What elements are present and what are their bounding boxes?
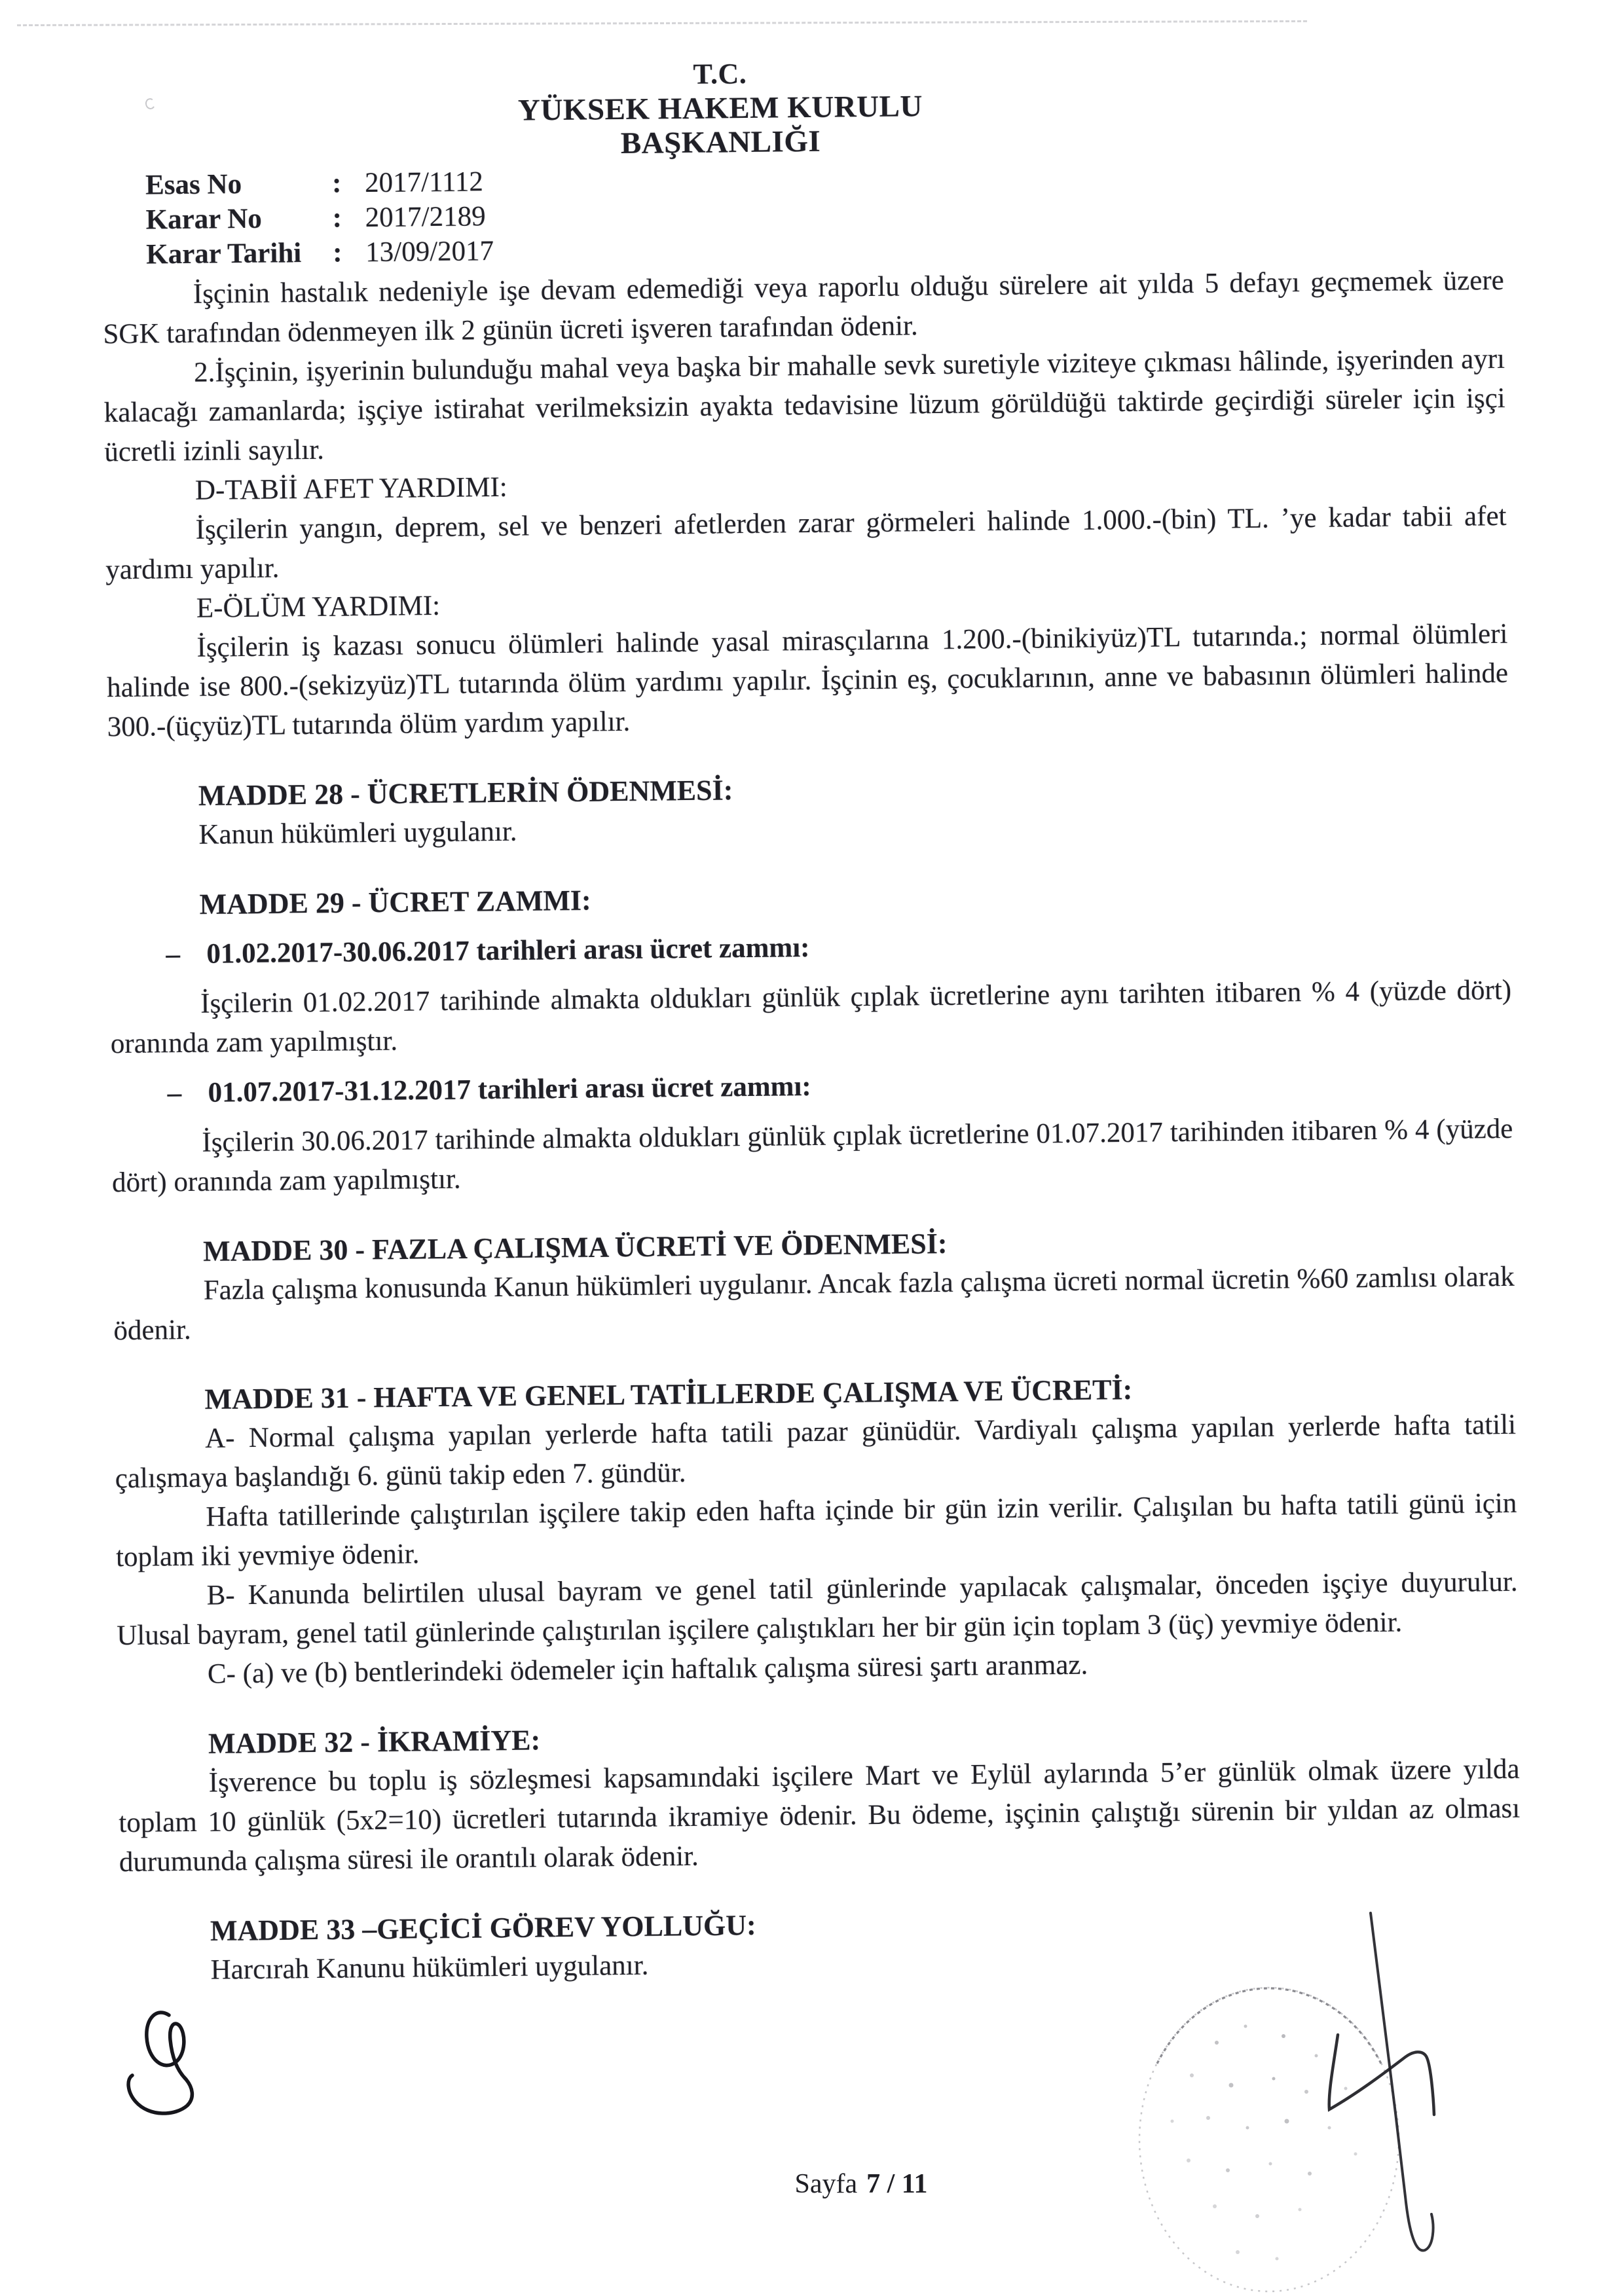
heading-madde-29: MADDE 29 - ÜCRET ZAMMI: xyxy=(199,884,591,920)
subheading-tabii-afet-yardimi: D-TABİİ AFET YARDIMI: xyxy=(194,471,507,506)
wage-raise-period-2 xyxy=(111,1060,1513,1114)
karar-tarihi-value: 13/09/2017 xyxy=(365,236,494,268)
heading-madde-32: MADDE 32 - İKRAMİYE: xyxy=(208,1724,541,1760)
letterhead-org: YÜKSEK HAKEM KURULU xyxy=(517,89,923,128)
karar-no-row xyxy=(145,199,493,238)
esas-no-row xyxy=(145,164,493,203)
paragraph-madde-31-b: B- Kanunda belirtilen ulusal bayram ve genel tatil günlerinde yapılacak çalışmalar, önceden işçiye duyurulur. Ulusal bayram, genel tatil günlerinde çalıştırılan işçilere çalıştıkları her bir gün için toplam 3 (üç) yevmiye ödenir. xyxy=(117,1566,1518,1652)
page-footer xyxy=(0,2168,1624,2200)
heading-madde-28: MADDE 28 - ÜCRETLERİN ÖDENMESİ: xyxy=(198,774,733,812)
dash-bullet: – xyxy=(166,939,181,970)
subheading-olum-yardimi: E-ÖLÜM YARDIMI: xyxy=(196,590,441,624)
dash-bullet: – xyxy=(167,1078,182,1109)
paragraph-madde-28: Kanun hükümleri uygulanır. xyxy=(198,816,517,850)
esas-no-label: Esas No xyxy=(145,169,242,201)
paragraph-madde-31-c: C- (a) ve (b) bentlerindeki ödemeler için haftalık çalışma süresi şartı aranmaz. xyxy=(207,1649,1088,1690)
paragraph-raise-period-1: İşçilerin 01.02.2017 tarihinde almakta oldukları günlük çıplak ücretlerine aynı tarihten itibaren % 4 (yüzde dört) oranında zam yapılmıştır. xyxy=(110,974,1512,1060)
esas-no-value: 2017/1112 xyxy=(364,166,484,199)
colon: : xyxy=(332,237,342,268)
page-number: 7 / 11 xyxy=(866,2169,928,2199)
paragraph-madde-30: Fazla çalışma konusunda Kanun hükümleri uygulanır. Ancak fazla çalışma ücreti normal ücretin %60 zamlısı olarak ödenir. xyxy=(113,1261,1515,1347)
document-body xyxy=(103,261,1522,1991)
paragraph-visit-leave: 2.İşçinin, işyerinin bulunduğu mahal veya başka bir mahalle sevk suretiyle viziteye çıkması hâlinde, işyerinden ayrı kalacağı zamanlarda; işçiye istirahat verilmeksizin ayakta tedavisine lüzum görüldüğü taktirde geçirdiği süreler için işçi ücretli izinli sayılır. xyxy=(103,343,1505,468)
footer-label: Sayfa xyxy=(794,2169,858,2199)
wage-raise-period-1-label: 01.02.2017-30.06.2017 tarihleri arası ücret zammı: xyxy=(206,932,810,970)
karar-tarihi-label: Karar Tarihi xyxy=(145,238,302,270)
colon: : xyxy=(332,202,342,234)
paragraph-death-aid: İşçilerin iş kazası sonucu ölümleri halinde yasal mirasçılarına 1.200.-(binikiyüz)TL tutarında.; normal ölümleri halinde ise 800.-(sekizyüz)TL tutarında ölüm yardımı yapılır. İşçinin eş, çocuklarının, anne ve babasının ölümleri halinde 300.-(üçyüz)TL tutarında ölüm yardım yapılır. xyxy=(106,618,1509,743)
paragraph-madde-31-weekly: Hafta tatillerinde çalıştırılan işçilere takip eden hafta içinde bir gün izin verilir. Çalışılan bu hafta tatili günü için toplam iki yevmiye ödenir. xyxy=(115,1487,1517,1573)
paragraph-raise-period-2: İşçilerin 30.06.2017 tarihinde almakta oldukları günlük çıplak ücretlerine 01.07.2017 tarihinden itibaren % 4 (yüzde dört) oranında zam yapılmıştır. xyxy=(111,1113,1513,1199)
heading-madde-33: MADDE 33 –GEÇİCİ GÖREV YOLLUĞU: xyxy=(210,1908,756,1947)
paragraph-disaster-aid: İşçilerin yangın, deprem, sel ve benzeri afetlerden zarar görmeleri halinde 1.000.-(bin) TL. ’ye kadar tabii afet yardımı yapılır. xyxy=(105,500,1507,586)
letterhead-unit: BAŞKANLIĞI xyxy=(620,124,821,160)
colon: : xyxy=(331,168,342,199)
paragraph-madde-33: Harcırah Kanunu hükümleri uygulanır. xyxy=(210,1950,649,1986)
heading-madde-31: MADDE 31 - HAFTA VE GENEL TATİLLERDE ÇALIŞMA VE ÜCRETİ: xyxy=(204,1373,1133,1415)
karar-no-label: Karar No xyxy=(145,203,263,236)
case-meta xyxy=(145,164,494,272)
paragraph-madde-32: İşverence bu toplu iş sözleşmesi kapsamındaki işçilere Mart ve Eylül aylarında 5’er günlük olmak üzere yılda toplam 10 günlük (5x2=10) ücretleri tutarında ikramiye ödenir. Bu ödeme, işçinin çalıştığı sürenin bir yıldan az olması durumunda çalışma süresi ile orantılı olarak ödenir. xyxy=(119,1753,1521,1878)
karar-tarihi-row xyxy=(146,234,494,272)
wage-raise-period-2-label: 01.07.2017-31.12.2017 tarihleri arası ücret zammı: xyxy=(208,1071,811,1108)
paragraph-madde-31-a: A- Normal çalışma yapılan yerlerde hafta tatili pazar günüdür. Vardiyalı çalışma yapılan yerlerde hafta tatili çalışmaya başlandığı 6. günü takip eden 7. gündür. xyxy=(115,1409,1517,1495)
letterhead xyxy=(0,50,1452,167)
heading-madde-30: MADDE 30 - FAZLA ÇALIŞMA ÜCRETİ VE ÖDENMESİ: xyxy=(202,1227,948,1267)
letterhead-tc: T.C. xyxy=(693,57,747,90)
wage-raise-period-1 xyxy=(109,921,1511,975)
paragraph-sick-pay: İşçinin hastalık nedeniyle işe devam edemediği veya raporlu olduğu sürelere ait yılda 5 defayı geçmemek üzere SGK tarafından ödenmeyen ilk 2 günün ücreti işveren tarafından ödenir. xyxy=(103,264,1504,350)
karar-no-value: 2017/2189 xyxy=(365,201,486,234)
